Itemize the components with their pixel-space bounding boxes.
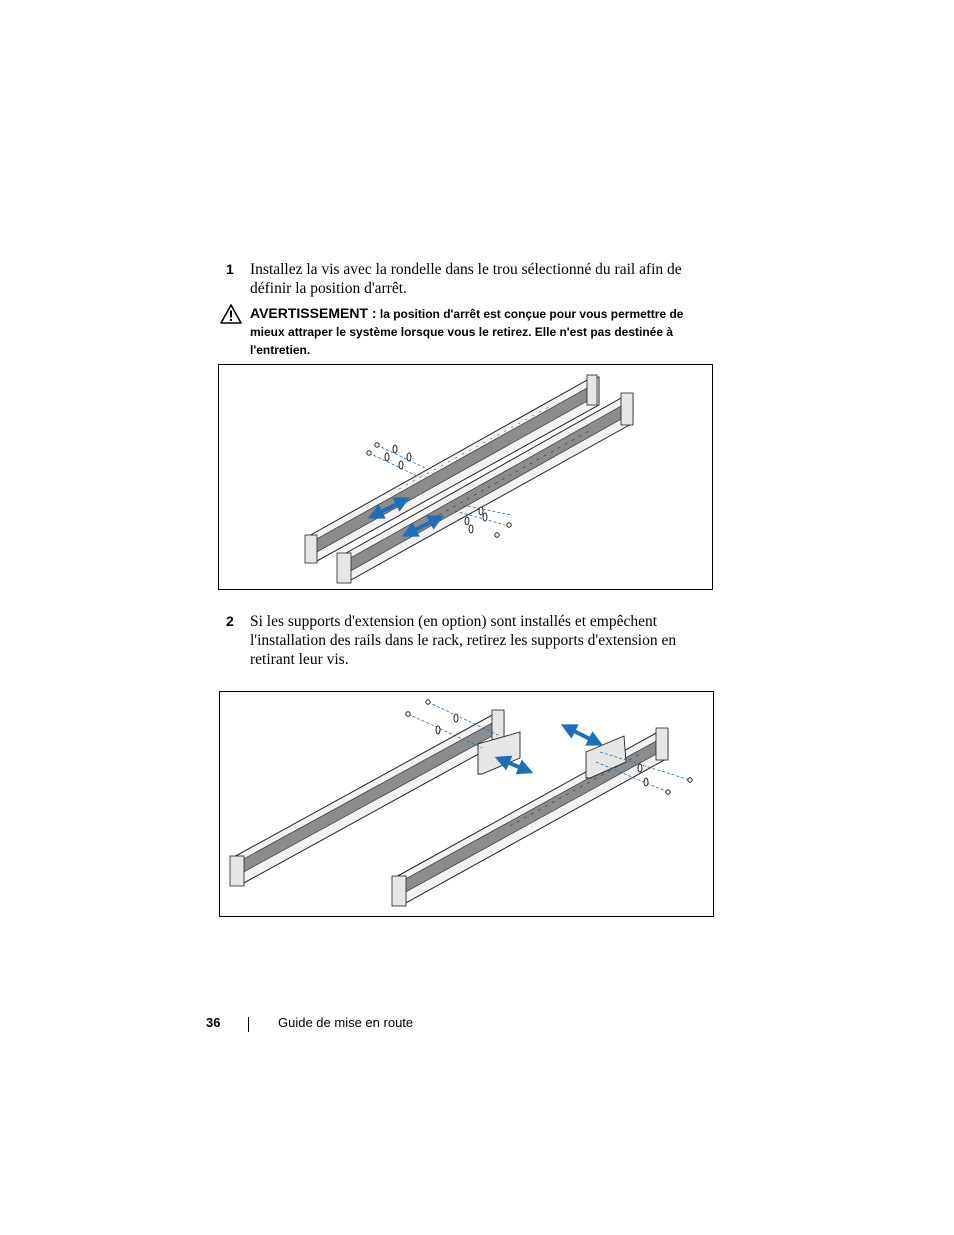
rail-illustration	[219, 365, 712, 589]
warning-text: la position d'arrêt est conçue pour vous permettre de mieux attraper le système lorsque vous le retirez. Elle n'est pas destinée à l'entretien.	[250, 307, 684, 357]
step-1	[226, 260, 696, 298]
step-number: 2	[226, 613, 234, 629]
step-text: Si les supports d'extension (en option) sont installés et empêchent l'installation des rails dans le rack, retirez les supports d'extension en retirant leur vis.	[250, 613, 677, 668]
step-number: 1	[226, 261, 234, 277]
warning-label: AVERTISSEMENT :	[250, 305, 377, 321]
page-footer	[206, 1015, 706, 1035]
footer-divider	[248, 1017, 249, 1032]
step-2	[226, 612, 696, 669]
page-number: 36	[206, 1015, 221, 1030]
document-title: Guide de mise en route	[278, 1015, 414, 1030]
warning-note	[220, 304, 720, 359]
warning-text-block	[250, 304, 720, 359]
step-text: Installez la vis avec la rondelle dans le trou sélectionné du rail afin de définir la position d'arrêt.	[250, 261, 682, 297]
figure-extension-bracket-removal	[219, 691, 714, 917]
rail-illustration	[220, 692, 713, 916]
figure-rail-stop-screw	[218, 364, 713, 590]
warning-triangle-icon	[220, 304, 242, 324]
